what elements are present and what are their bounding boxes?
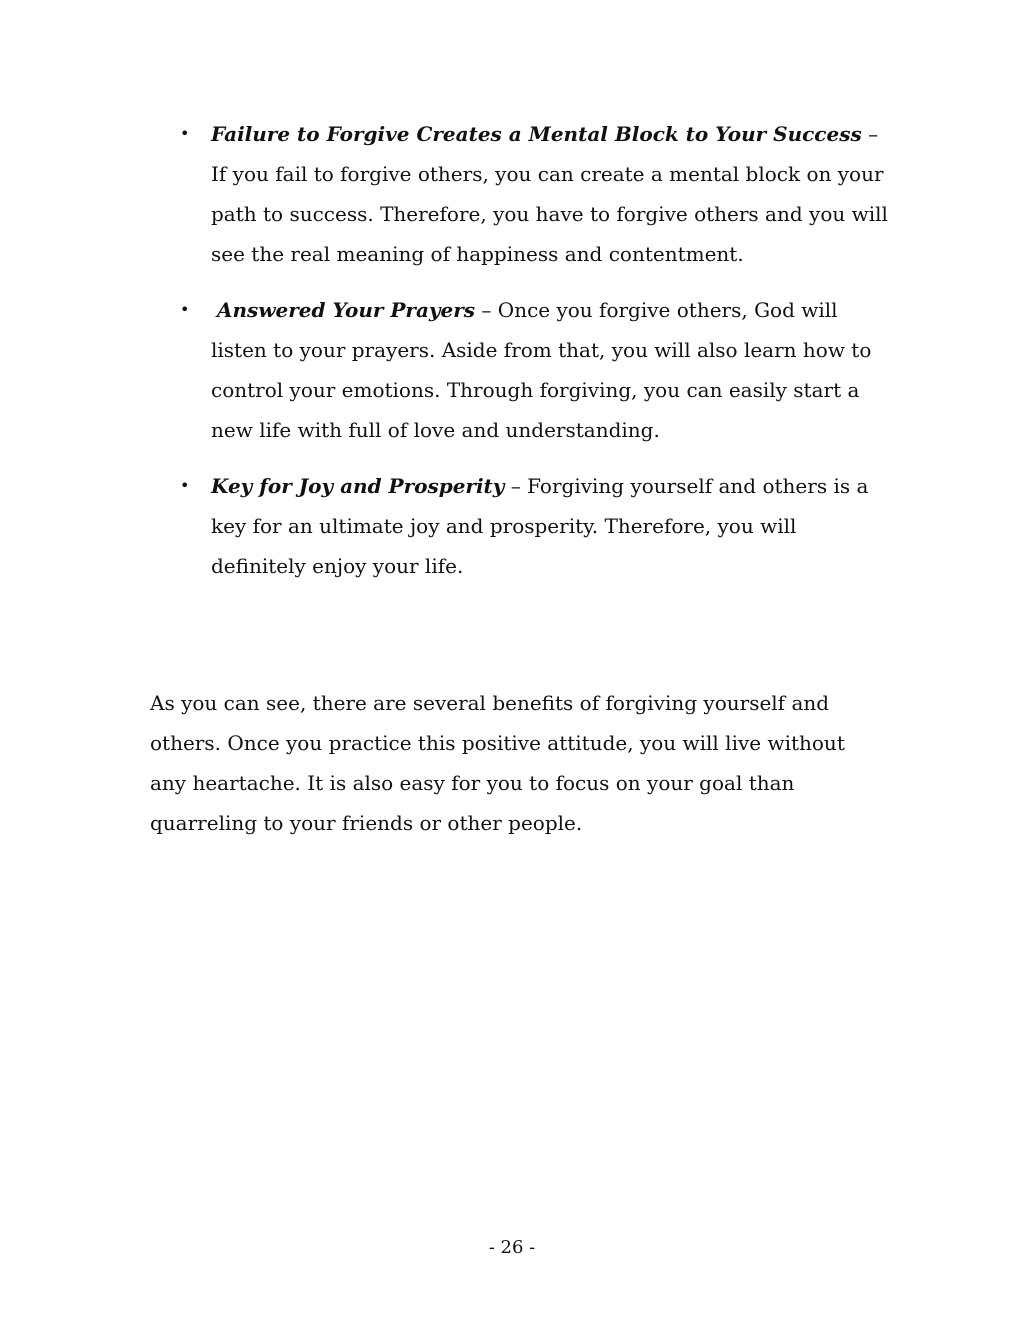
bullet-separator: –: [504, 474, 528, 498]
bullet-heading: Answered Your Prayers: [217, 298, 476, 322]
bullet-body: Forgiving yourself and others is a key for an ultimate joy and prosperity. Therefore, you will definitely enjoy your life.: [211, 474, 869, 578]
bullet-dot-icon: •: [180, 300, 190, 319]
benefits-bullet-list: [175, 114, 895, 602]
bullet-heading: Failure to Forgive Creates a Mental Block to Your Success: [211, 122, 862, 146]
bullet-item-key-for-joy: [175, 466, 895, 586]
bullet-dot-icon: •: [180, 124, 190, 143]
page-number: - 26 -: [488, 1237, 536, 1258]
bullet-separator: –: [475, 298, 498, 322]
bullet-heading: Key for Joy and Prosperity: [211, 474, 505, 498]
bullet-dot-icon: •: [180, 476, 190, 495]
summary-paragraph: As you can see, there are several benefits of forgiving yourself and others. Once you practice this positive attitude, you will live without any heartache. It is also easy for you to focus on your goal than quarreling to your friends or other people.: [150, 691, 845, 835]
bullet-separator: –: [861, 122, 879, 146]
bullet-item-answered-prayers: [175, 290, 895, 450]
bullet-body: If you fail to forgive others, you can create a mental block on your path to success. Therefore, you have to forgive others and you will see the real meaning of happiness and contentment.: [211, 162, 888, 266]
bullet-body: Once you forgive others, God will listen to your prayers. Aside from that, you will also learn how to control your emotions. Through forgiving, you can easily start a new life with full of love and understanding.: [211, 298, 872, 442]
bullet-item-failure-to-forgive: [175, 114, 895, 274]
